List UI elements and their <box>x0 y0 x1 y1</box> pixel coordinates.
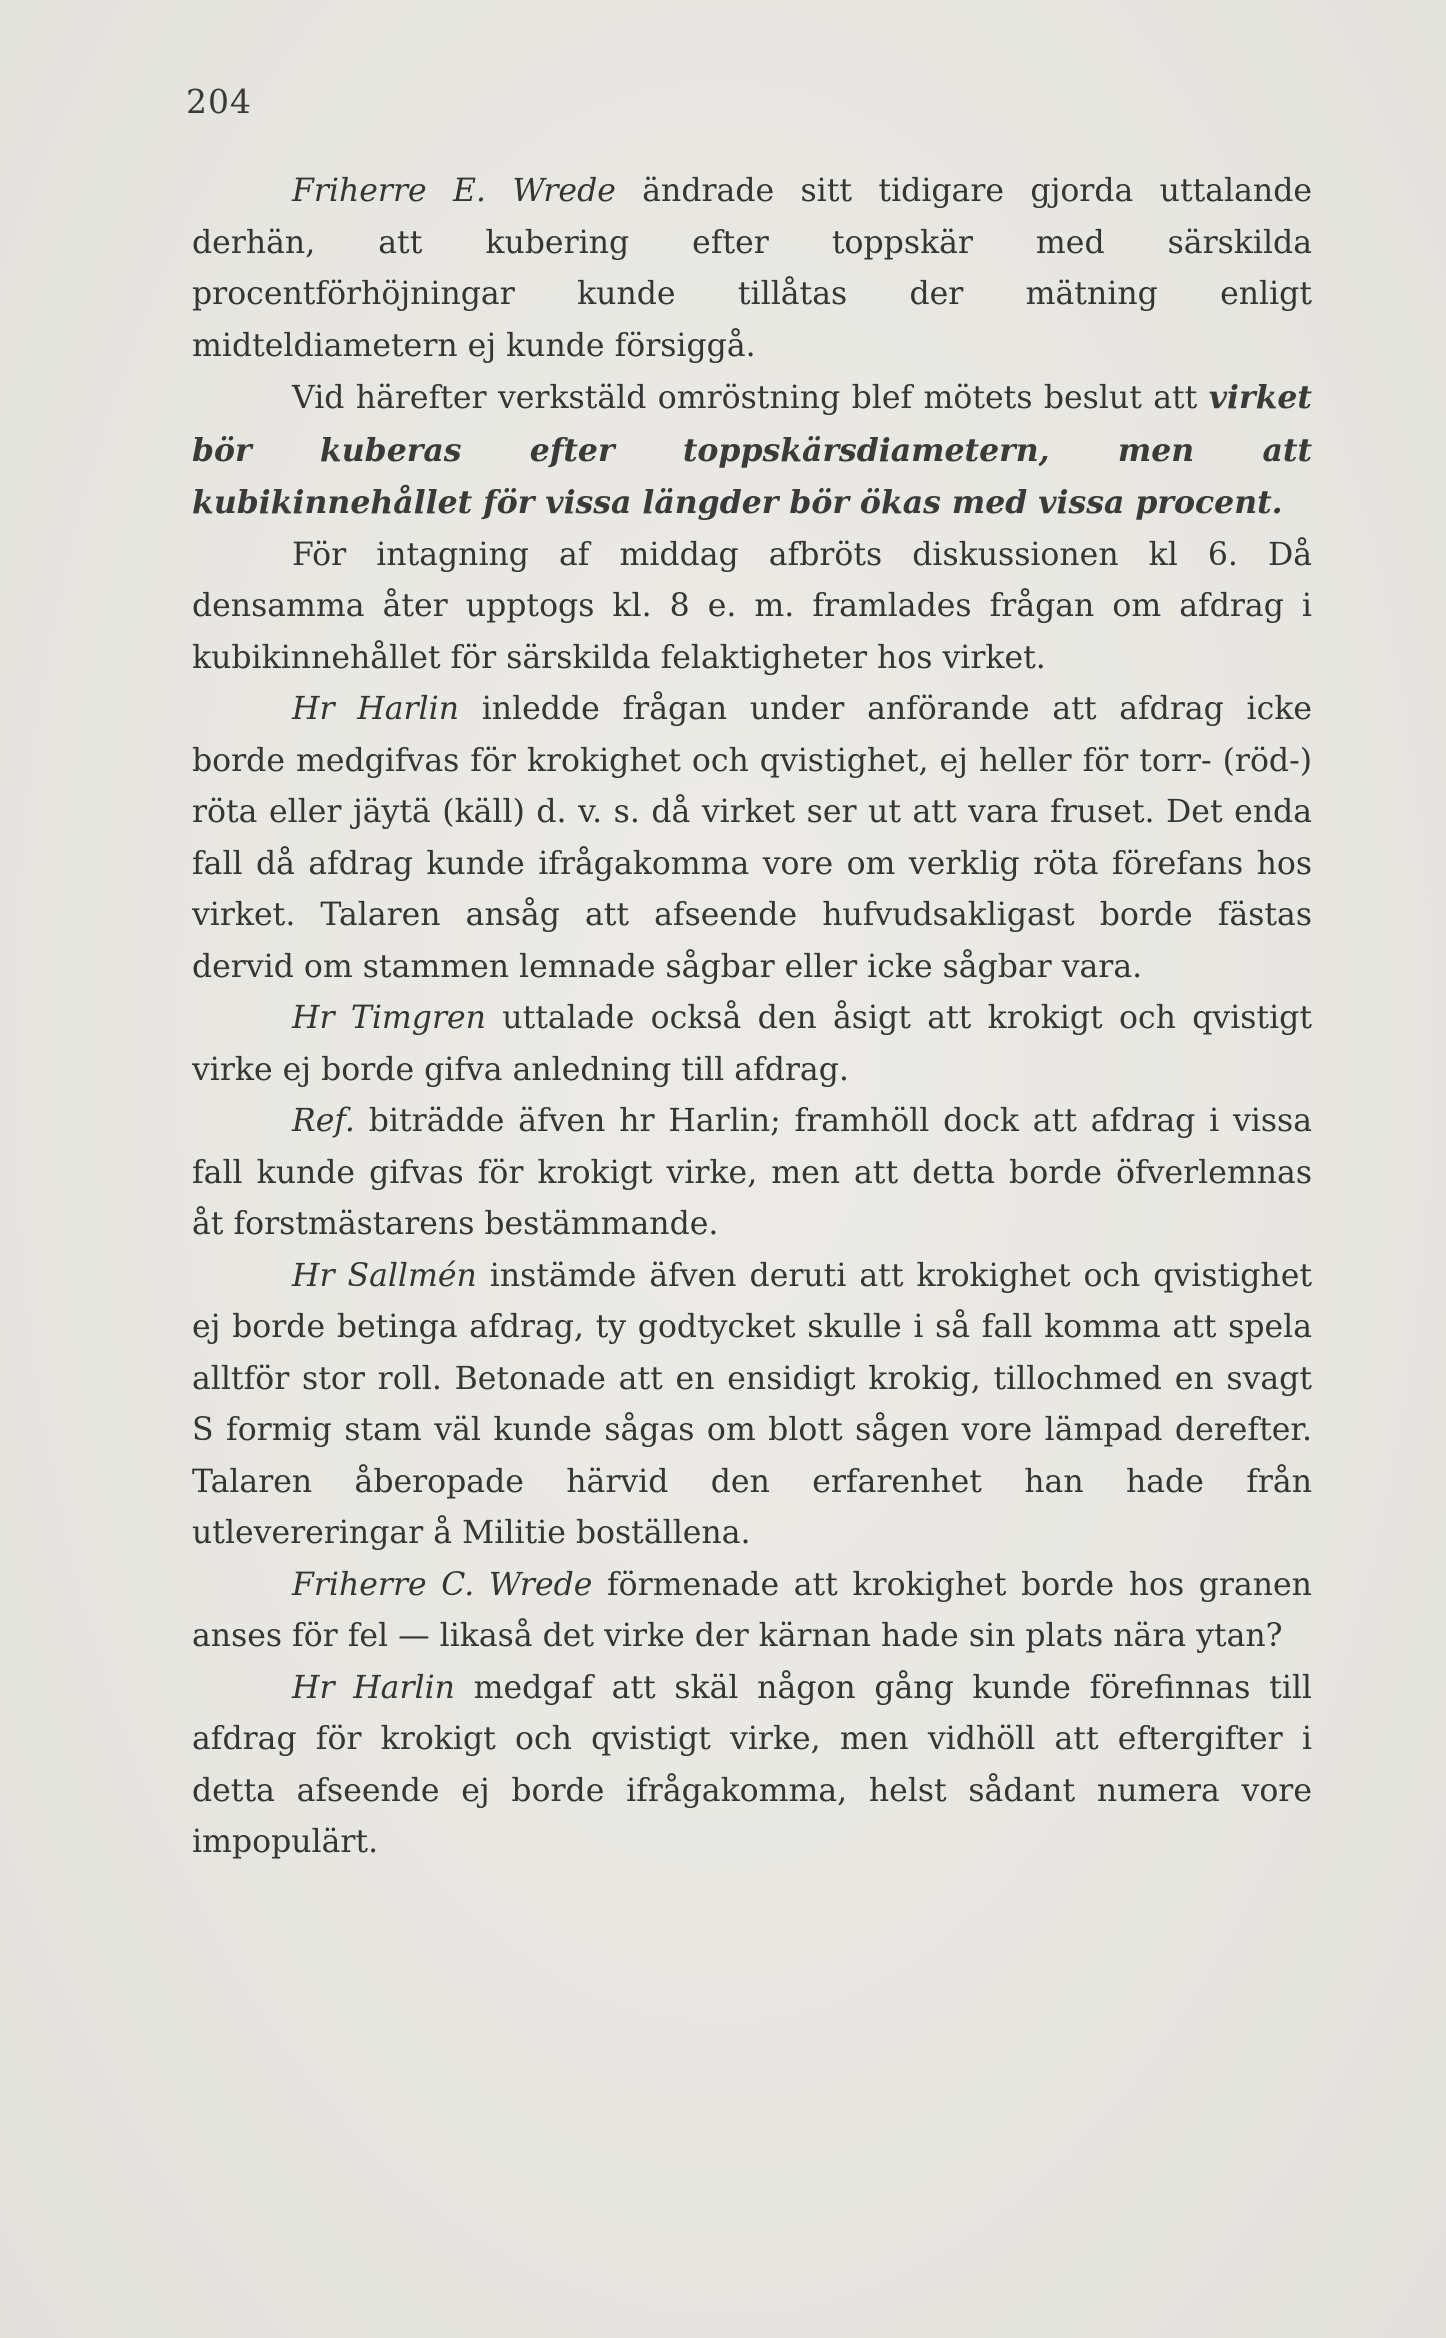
paragraph-wrede-e <box>192 166 1312 372</box>
paragraph-sallmen <box>192 1251 1312 1560</box>
paragraph-text: instämde äfven deruti att krokighet och qvistighet ej borde betinga afdrag, ty godtycket skulle i så fall komma att spela alltför stor roll. Betonade att en ensidigt krokig, tillochmed en svagt S formig stam väl kunde sågas om blott sågen vore lämpad derefter. Talaren åberopade härvid den erfarenhet han hade från utlevereringar å Militie boställena. <box>192 1257 1312 1551</box>
speaker-name: Hr Harlin <box>292 1669 455 1706</box>
paragraph-text: förmenade att krokighet borde hos granen anses för fel — likaså det virke der kärnan hade sin plats nära ytan? <box>192 1566 1312 1654</box>
decision-text: virket bör kuberas efter toppskärsdiametern, men att kubikinnehållet för vissa längder bör ökas med vissa procent. <box>192 379 1312 521</box>
paragraph-harlin-1 <box>192 684 1312 993</box>
paragraph-text: ändrade sitt tidigare gjorda uttalande derhän, att kubering efter toppskär med särskilda procentförhöjningar kunde tillåtas der mätning enligt midteldiametern ej kunde försiggå. <box>192 173 1312 364</box>
paragraph-harlin-2 <box>192 1663 1312 1869</box>
speaker-name: Hr Sallmén <box>292 1257 477 1294</box>
paragraph-text: inledde frågan under anförande att afdrag icke borde medgifvas för krokighet och qvistighet, ej heller för torr- (röd-) röta eller jäytä (käll) d. v. s. då virket ser ut att vara fruset. Det enda fall då afdrag kunde ifrågakomma vore om verklig röta förefans hos virket. Talaren ansåg att afseende hufvudsakligast borde fästas dervid om stammen lemnade sågbar eller icke sågbar vara. <box>192 691 1312 985</box>
paragraph-text: biträdde äfven hr Harlin; framhöll dock att afdrag i vissa fall kunde gifvas för krokigt virke, men att detta borde öfverlemnas åt forstmästarens bestämmande. <box>192 1103 1312 1242</box>
speaker-name: Hr Harlin <box>292 691 459 727</box>
paragraph-vote-decision <box>192 372 1312 530</box>
page-number: 204 <box>186 82 252 121</box>
paragraph-wrede-c <box>192 1560 1312 1663</box>
speaker-name: Friherre C. Wrede <box>292 1566 593 1603</box>
paragraph-timgren <box>192 993 1312 1096</box>
paragraph-text: uttalade också den åsigt att krokigt och qvistigt virke ej borde gifva anledning till afdrag. <box>192 1000 1312 1088</box>
paragraph-adjournment <box>192 530 1312 685</box>
paragraph-text: medgaf att skäl någon gång kunde förefinnas till afdrag för krokigt och qvistigt virke, men vidhöll att eftergifter i detta afseende ej borde ifrågakomma, helst sådant numera vore impopulärt. <box>192 1669 1312 1860</box>
paragraph-text: För intagning af middag afbröts diskussionen kl 6. Då densamma åter upptogs kl. 8 e. m. framlades frågan om afdrag i kubikinnehållet för särskilda felaktigheter hos virket. <box>192 536 1312 676</box>
paragraph-text: Vid härefter verkstäld omröstning blef mötets beslut att <box>292 380 1209 416</box>
speaker-name: Ref. <box>292 1103 355 1139</box>
protocol-text <box>192 166 1312 1869</box>
speaker-name: Hr Timgren <box>292 1000 486 1036</box>
paragraph-ref <box>192 1096 1312 1251</box>
speaker-name: Friherre E. Wrede <box>292 173 616 209</box>
